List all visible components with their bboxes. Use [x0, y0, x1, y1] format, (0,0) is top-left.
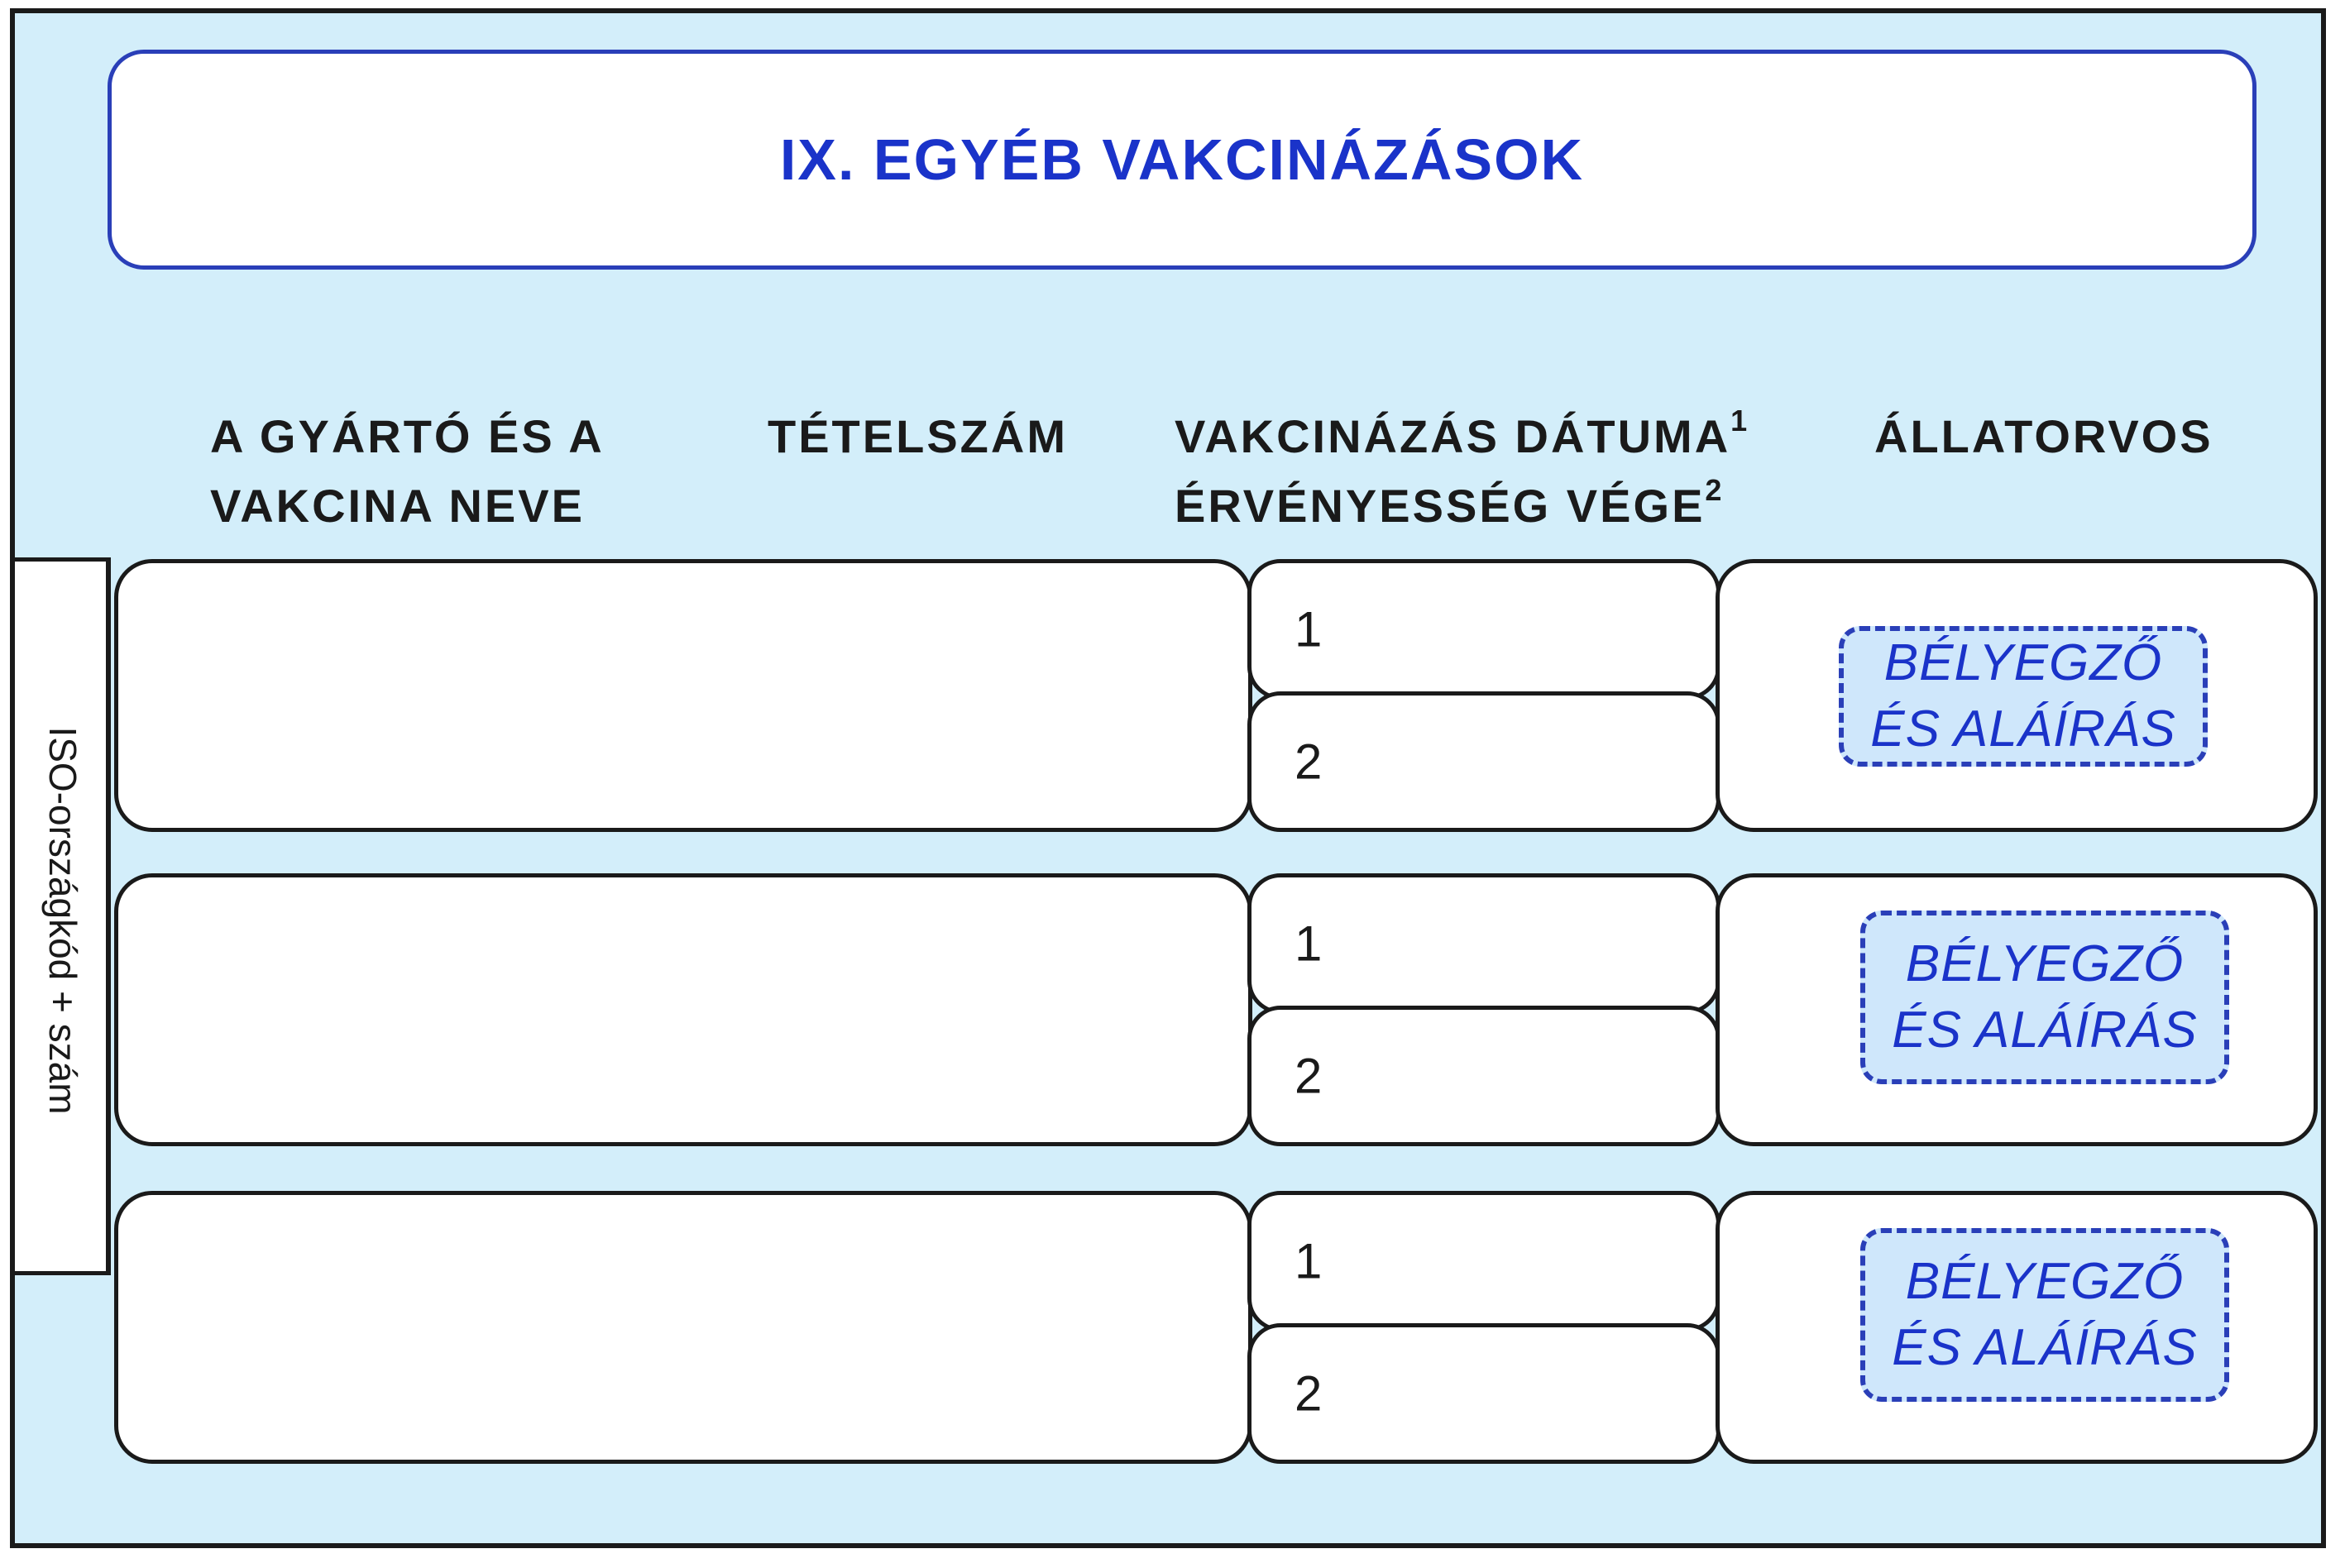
header-batch	[768, 402, 1068, 471]
vet-field-1[interactable]	[1716, 559, 2318, 832]
section-title: IX. EGYÉB VAKCINÁZÁSOK	[779, 127, 1585, 192]
stamp-signature-placeholder-1	[1839, 626, 2208, 767]
section-title-box	[108, 50, 2256, 270]
validity-date-field-2[interactable]	[1247, 1006, 1720, 1146]
vet-field-2[interactable]	[1716, 873, 2318, 1146]
vaccine-name-batch-field-3[interactable]	[114, 1191, 1252, 1464]
header-manufacturer	[210, 402, 605, 541]
date-number-1: 1	[1295, 601, 1323, 657]
header-manufacturer-line2: VAKCINA NEVE	[210, 480, 585, 532]
validity-date-field-1[interactable]	[1247, 691, 1720, 832]
vaccination-page	[10, 8, 2326, 1548]
stamp-signature-placeholder-3	[1860, 1228, 2229, 1402]
header-vet	[1874, 402, 2213, 471]
date-number-1: 1	[1295, 915, 1323, 972]
header-date	[1175, 402, 1749, 541]
vaccine-name-batch-field-2[interactable]	[114, 873, 1252, 1146]
stamp-signature-placeholder-2	[1860, 911, 2229, 1084]
stamp-text-line2: ÉS ALÁÍRÁS	[1892, 1002, 2198, 1059]
header-date-line1	[1175, 402, 1749, 471]
stamp-text-line1: BÉLYEGZŐ	[1883, 634, 2163, 691]
header-manufacturer-line1: A GYÁRTÓ ÉS A	[210, 410, 605, 462]
date-number-2: 2	[1295, 1365, 1323, 1422]
vaccination-date-field-2[interactable]	[1247, 873, 1720, 1014]
iso-code-box[interactable]	[15, 557, 111, 1275]
header-date-line2-text: ÉRVÉNYESSÉG VÉGE	[1175, 480, 1706, 532]
stamp-text-line2: ÉS ALÁÍRÁS	[1892, 1319, 2198, 1376]
stamp-text-line1: BÉLYEGZŐ	[1905, 935, 2185, 992]
validity-date-field-3[interactable]	[1247, 1323, 1720, 1464]
header-date-line1-text: VAKCINÁZÁS DÁTUMA	[1175, 410, 1731, 462]
stamp-text-line1: BÉLYEGZŐ	[1905, 1253, 2185, 1310]
vaccination-date-field-3[interactable]	[1247, 1191, 1720, 1331]
header-vet-label: ÁLLATORVOS	[1874, 410, 2213, 462]
stamp-text-line2: ÉS ALÁÍRÁS	[1870, 700, 2176, 758]
date-number-1: 1	[1295, 1233, 1323, 1289]
header-date-line2	[1175, 471, 1749, 541]
date-number-2: 2	[1295, 1048, 1323, 1104]
footnote-mark-2: 2	[1705, 473, 1725, 507]
date-number-2: 2	[1295, 734, 1323, 790]
footnote-mark-1: 1	[1730, 404, 1750, 437]
iso-code-label: ISO-országkód + szám	[41, 726, 84, 1115]
vaccination-date-field-1[interactable]	[1247, 559, 1720, 700]
header-batch-label: TÉTELSZÁM	[768, 410, 1068, 462]
vet-field-3[interactable]	[1716, 1191, 2318, 1464]
vaccine-name-batch-field-1[interactable]	[114, 559, 1252, 832]
